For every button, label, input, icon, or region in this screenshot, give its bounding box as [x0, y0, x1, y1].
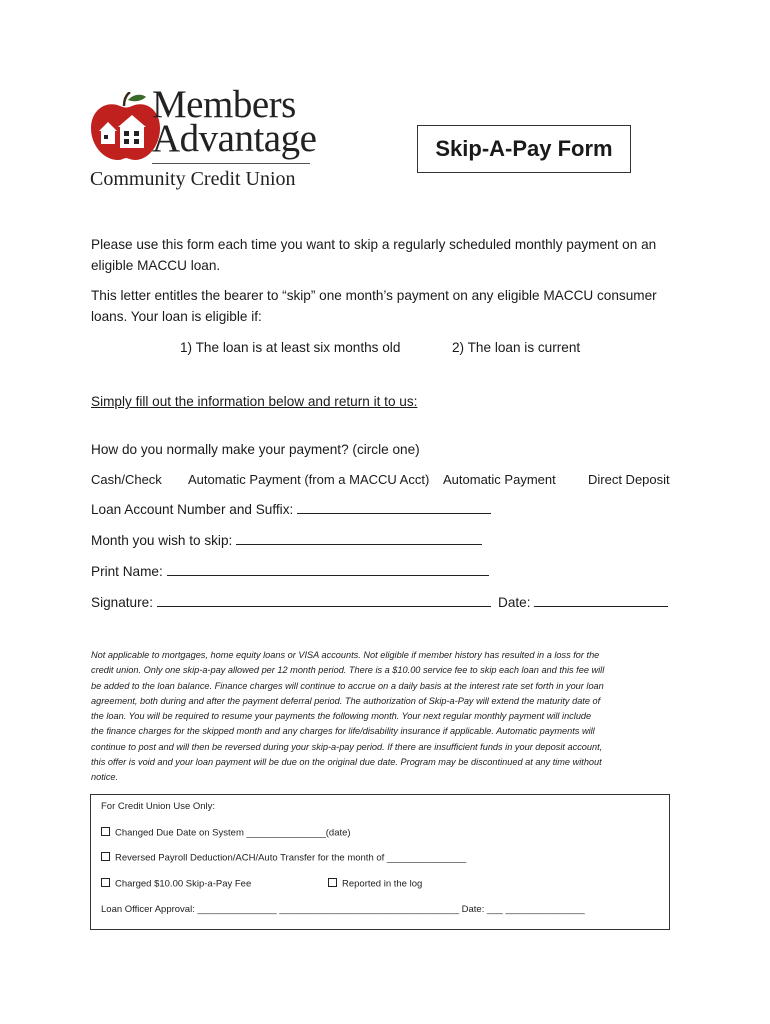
intro-line: eligible MACCU loan. [91, 258, 221, 273]
form-title: Skip-A-Pay Form [417, 125, 631, 173]
reversed-payroll-item [101, 852, 466, 864]
checkbox[interactable] [101, 852, 110, 861]
reversed-payroll-label: Reversed Payroll Deduction/ACH/Auto Transfer for the month of _______________ [115, 852, 467, 864]
fine-print [91, 648, 681, 786]
fine-print-line: the loan. You will be required to resume your payments the following month. Your next regular monthly payment will include [91, 711, 592, 722]
fine-print-line: continue to post and will then be reversed during your skip-a-pay period. If there are insufficient funds in your deposit account, [91, 741, 603, 752]
intro-line: loans. Your loan is eligible if: [91, 309, 262, 324]
payment-option-direct-deposit[interactable]: Direct Deposit [588, 472, 670, 487]
fine-print-line: the finance charges for the skipped month and any charges for life/disability insurance if applicable. Automatic payments will [91, 726, 595, 737]
payment-option-auto[interactable]: Automatic Payment [443, 472, 556, 487]
month-skip-field [91, 530, 681, 551]
signature-input[interactable] [157, 592, 491, 607]
instructions-heading: Simply fill out the information below and return it to us: [91, 394, 418, 409]
print-name-field [91, 561, 681, 582]
fine-print-line: Not applicable to mortgages, home equity loans or VISA accounts. Not eligible if member history has resulted in a loss for the [91, 650, 600, 660]
charged-fee-label: Charged $10.00 Skip-a-Pay Fee [115, 878, 252, 890]
logo-wordmark [152, 83, 317, 160]
loan-officer-approval: Loan Officer Approval: _______________ __________________________________ Date: ___ _______________ [101, 904, 585, 915]
eligibility-condition-1: 1) The loan is at least six months old [180, 340, 401, 355]
fine-print-line: credit union. Only one skip-a-pay allowed per 12 month period. There is a $10.00 service fee to skip each loan and this fee will [91, 665, 605, 676]
intro-line: Please use this form each time you want to skip a regularly scheduled monthly payment on an [91, 237, 657, 252]
charged-fee-item [101, 878, 251, 890]
date-input[interactable] [534, 592, 668, 607]
reported-log-label: Reported in the log [342, 878, 423, 890]
changed-due-date-label: Changed Due Date on System _______________(date) [115, 827, 351, 839]
payment-option-cash[interactable]: Cash/Check [91, 472, 162, 487]
intro-paragraph-1 [91, 234, 681, 276]
checkbox[interactable] [328, 878, 337, 887]
fine-print-line: be added to the loan balance. Finance charges will continue to accrue on a daily basis at the interest rate set forth in your loan [91, 680, 604, 691]
logo-line-advantage: Advantage [152, 117, 317, 160]
intro-line: This letter entitles the bearer to “skip” one month’s payment on any eligible MACCU consumer [91, 288, 657, 303]
date-label: Date: [498, 595, 531, 610]
intro-paragraph-2 [91, 285, 681, 327]
fine-print-line: notice. [91, 772, 119, 783]
checkbox[interactable] [101, 878, 110, 887]
logo-line-members: Members [152, 83, 296, 126]
office-use-heading: For Credit Union Use Only: [101, 801, 216, 812]
month-skip-input[interactable] [236, 530, 482, 545]
loan-account-label: Loan Account Number and Suffix: [91, 502, 294, 517]
logo-subtitle: Community Credit Union [90, 168, 296, 190]
print-name-label: Print Name: [91, 564, 163, 579]
fine-print-line: agreement, both during and after the payment deferral period. The authorization of Skip-a-Pay will extend the maturity date of [91, 695, 601, 706]
eligibility-condition-2: 2) The loan is current [452, 340, 581, 355]
month-skip-label: Month you wish to skip: [91, 533, 233, 548]
date-field [498, 592, 668, 613]
payment-question: How do you normally make your payment? (circle one) [91, 442, 420, 457]
payment-option-auto-maccu[interactable]: Automatic Payment (from a MACCU Acct) [188, 472, 430, 487]
reported-log-item [328, 878, 422, 890]
loan-account-field [91, 499, 681, 520]
loan-account-input[interactable] [297, 499, 491, 514]
changed-due-date-item [101, 827, 351, 839]
print-name-input[interactable] [167, 561, 489, 576]
signature-label: Signature: [91, 595, 153, 610]
checkbox[interactable] [101, 827, 110, 836]
fine-print-line: this offer is void and your loan payment will be due on the original due date. Program may be discontinued at any time without [91, 757, 602, 768]
logo-divider [152, 163, 310, 164]
